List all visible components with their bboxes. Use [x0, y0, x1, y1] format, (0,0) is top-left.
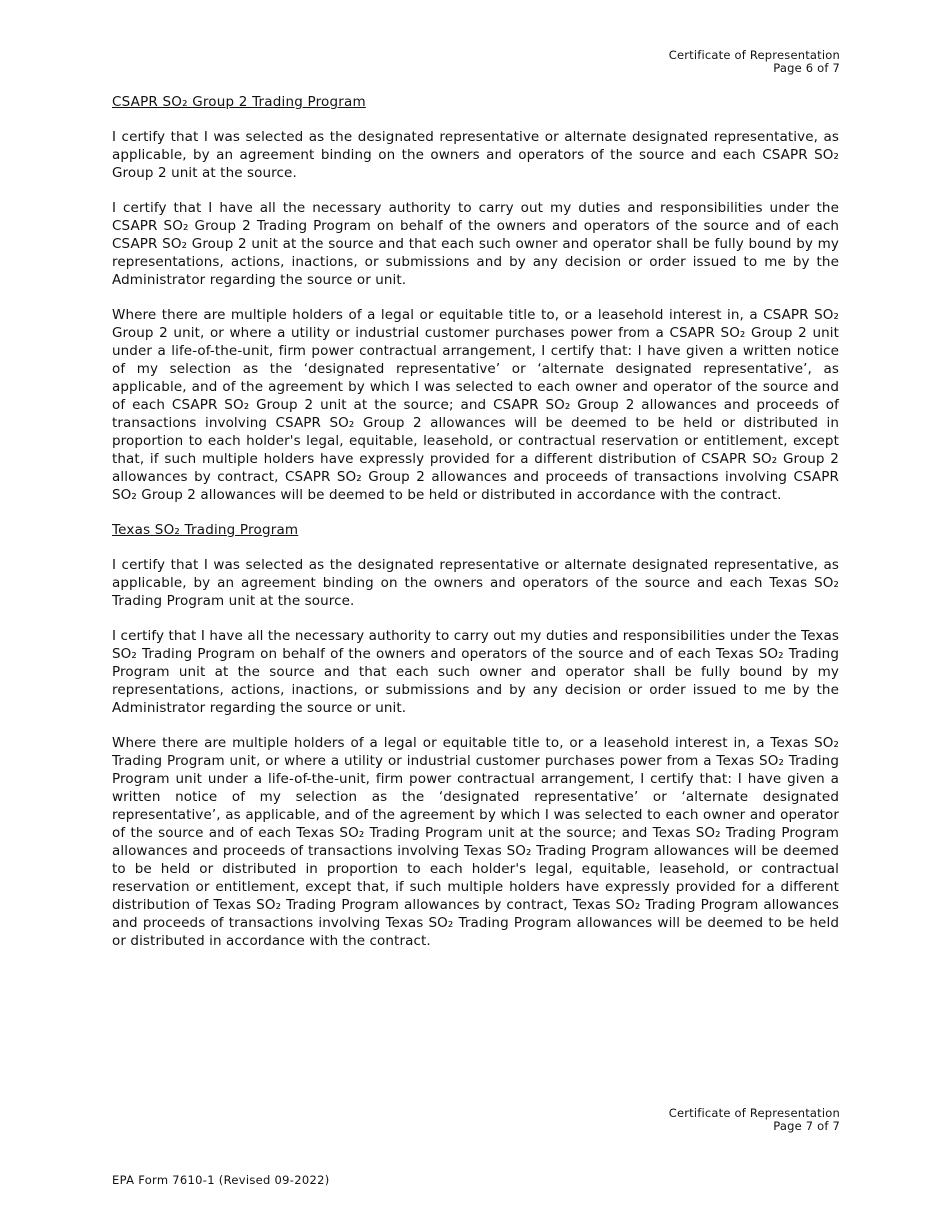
paragraph: I certify that I have all the necessary authority to carry out my duties and responsibilities under the Texas SO₂ Trading Program on behalf of the owners and operators of the source and of each Texas SO₂ Trading Program unit at the source and that each such owner and operator shall be fully bound by my representations, actions, inactions, or submissions and by any decision or order issued to me by the Administrator regarding the source or unit. — [112, 628, 839, 716]
form-footer: EPA Form 7610-1 (Revised 09-2022) — [112, 1173, 330, 1187]
section-title: Texas SO₂ Trading Program — [112, 522, 299, 538]
header-page-number: Page 6 of 7 — [773, 61, 840, 75]
paragraph: I certify that I have all the necessary authority to carry out my duties and responsibilities under the CSAPR SO₂ Group 2 Trading Program on behalf of the owners and operators of the source and of each CSAPR SO₂ Group 2 unit at the source and that each such owner and operator shall be fully bound by my representations, actions, inactions, or submissions and by any decision or order issued to me by the Administrator regarding the source or unit. — [112, 200, 839, 288]
document-body — [112, 93, 839, 967]
section-csapr — [112, 93, 839, 504]
paragraph: I certify that I was selected as the designated representative or alternate designated representative, as applicable, by an agreement binding on the owners and operators of the source and each CSAPR SO₂ Group 2 unit at the source. — [112, 129, 839, 181]
paragraph: I certify that I was selected as the designated representative or alternate designated representative, as applicable, by an agreement binding on the owners and operators of the source and each Texas SO₂ Trading Program unit at the source. — [112, 557, 839, 609]
page-header — [669, 49, 840, 75]
section-title: CSAPR SO₂ Group 2 Trading Program — [112, 94, 366, 110]
header-title: Certificate of Representation — [668, 1106, 840, 1120]
header-title: Certificate of Representation — [668, 48, 840, 62]
section-texas — [112, 521, 839, 950]
paragraph: Where there are multiple holders of a legal or equitable title to, or a leasehold interest in, a CSAPR SO₂ Group 2 unit, or where a utility or industrial customer purchases power from a CSAPR SO₂ Group 2 unit under a life-of-the-unit, firm power contractual arrangement, I certify that: I have given a written notice of my selection as the ‘designated representative’ or ‘alternate designated representative’, as applicable, and of the agreement by which I was selected to each owner and operator of the source and of each CSAPR SO₂ Group 2 unit at the source; and CSAPR SO₂ Group 2 allowances and proceeds of transactions involving CSAPR SO₂ Group 2 allowances will be deemed to be held or distributed in proportion to each holder's legal, equitable, leasehold, or contractual reservation or entitlement, except that, if such multiple holders have expressly provided for a different distribution of CSAPR SO₂ Group 2 allowances by contract, CSAPR SO₂ Group 2 allowances and proceeds of transactions involving CSAPR SO₂ Group 2 allowances will be deemed to be held or distributed in accordance with the contract. — [112, 307, 839, 503]
header-page-number: Page 7 of 7 — [773, 1119, 840, 1133]
next-page-header — [669, 1107, 840, 1133]
paragraph: Where there are multiple holders of a legal or equitable title to, or a leasehold interest in, a Texas SO₂ Trading Program unit, or where a utility or industrial customer purchases power from a Texas SO₂ Trading Program unit under a life-of-the-unit, firm power contractual arrangement, I certify that: I have given a written notice of my selection as the ‘designated representative’ or ‘alternate designated representative’, as applicable, and of the agreement by which I was selected to each owner and operator of the source and of each Texas SO₂ Trading Program unit at the source; and Texas SO₂ Trading Program allowances and proceeds of transactions involving Texas SO₂ Trading Program allowances will be deemed to be held or distributed in proportion to each holder's legal, equitable, leasehold, or contractual reservation or entitlement, except that, if such multiple holders have expressly provided for a different distribution of Texas SO₂ Trading Program allowances by contract, Texas SO₂ Trading Program allowances and proceeds of transactions involving Texas SO₂ Trading Program allowances will be deemed to be held or distributed in accordance with the contract. — [112, 735, 839, 949]
